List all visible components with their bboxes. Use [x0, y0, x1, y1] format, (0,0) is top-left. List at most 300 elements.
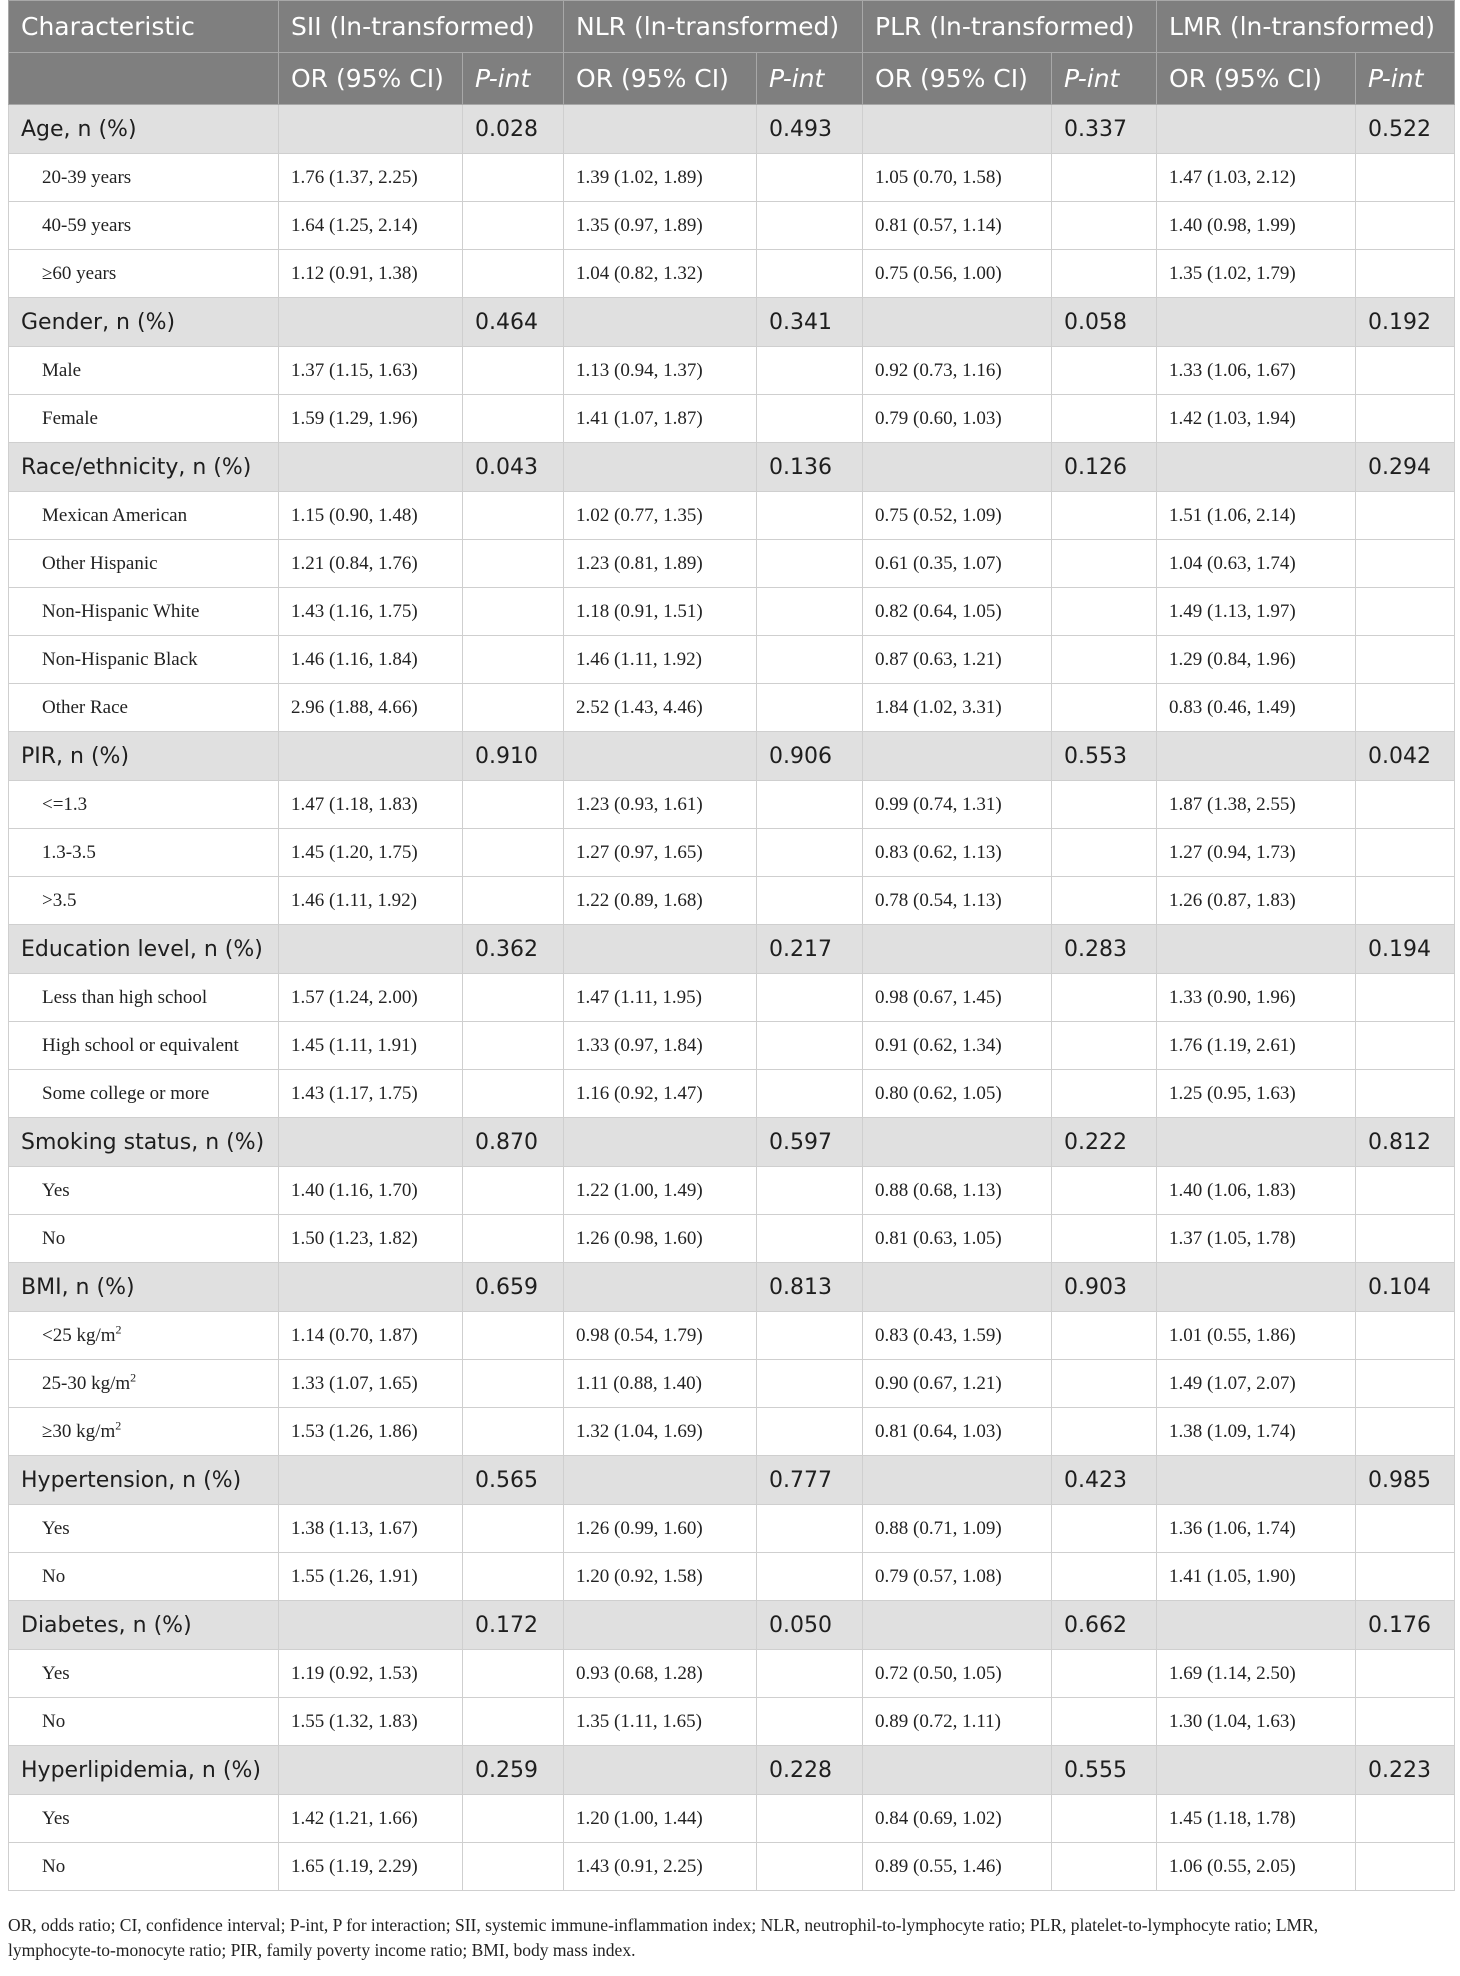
- odds-ratio-cell: 0.90 (0.67, 1.21): [863, 1360, 1052, 1408]
- p-int-empty: [1052, 1843, 1157, 1891]
- table-row: [9, 1795, 1455, 1843]
- subgroup-label: [9, 588, 279, 636]
- subgroup-label: [9, 1022, 279, 1070]
- subgroup-label: [9, 250, 279, 298]
- odds-ratio-cell: 1.38 (1.13, 1.67): [279, 1505, 463, 1553]
- p-int-empty: [757, 1505, 863, 1553]
- p-int-empty: [1052, 588, 1157, 636]
- header-nlr: NLR (ln-transformed): [564, 1, 863, 53]
- odds-ratio-cell: 1.45 (1.20, 1.75): [279, 829, 463, 877]
- p-int-empty: [1356, 1650, 1455, 1698]
- p-int-empty: [1356, 395, 1455, 443]
- p-interaction-value: 0.341: [757, 298, 863, 347]
- group-or-empty: [279, 1263, 463, 1312]
- odds-ratio-cell: 1.11 (0.88, 1.40): [564, 1360, 757, 1408]
- p-int-empty: [757, 250, 863, 298]
- p-interaction-value: 0.362: [463, 925, 564, 974]
- odds-ratio-cell: 1.45 (1.11, 1.91): [279, 1022, 463, 1070]
- group-or-empty: [863, 925, 1052, 974]
- p-int-empty: [1052, 492, 1157, 540]
- group-or-empty: [279, 1601, 463, 1650]
- p-int-empty: [1356, 1215, 1455, 1263]
- odds-ratio-cell: 1.57 (1.24, 2.00): [279, 974, 463, 1022]
- group-row: [9, 1118, 1455, 1167]
- group-or-empty: [279, 925, 463, 974]
- odds-ratio-cell: 1.46 (1.11, 1.92): [279, 877, 463, 925]
- odds-ratio-cell: 1.27 (0.97, 1.65): [564, 829, 757, 877]
- subgroup-label-text: >3.5: [42, 889, 77, 911]
- p-int-empty: [1052, 347, 1157, 395]
- subgroup-label-text: ≥60 years: [42, 262, 117, 284]
- p-int-empty: [463, 974, 564, 1022]
- p-interaction-value: 0.493: [757, 105, 863, 154]
- p-int-empty: [757, 1022, 863, 1070]
- p-interaction-value: 0.555: [1052, 1746, 1157, 1795]
- p-int-empty: [1356, 1360, 1455, 1408]
- p-int-empty: [1356, 1022, 1455, 1070]
- subgroup-label: [9, 154, 279, 202]
- subgroup-label: [9, 1408, 279, 1456]
- odds-ratio-cell: 0.89 (0.72, 1.11): [863, 1698, 1052, 1746]
- p-int-empty: [463, 1650, 564, 1698]
- p-int-empty: [757, 1167, 863, 1215]
- p-int-empty: [1052, 684, 1157, 732]
- odds-ratio-cell: 1.18 (0.91, 1.51): [564, 588, 757, 636]
- p-interaction-value: 0.910: [463, 732, 564, 781]
- odds-ratio-cell: 1.30 (1.04, 1.63): [1157, 1698, 1356, 1746]
- p-int-empty: [463, 877, 564, 925]
- p-int-empty: [757, 588, 863, 636]
- odds-ratio-cell: 2.52 (1.43, 4.46): [564, 684, 757, 732]
- footnote-line-1: OR, odds ratio; CI, confidence interval; P-int, P for interaction; SII, systemic immune-inflammation index; NLR, neutrophil-to-lymphocyte ratio; PLR, platelet-to-lymphocyte ratio; LMR,: [8, 1915, 1319, 1935]
- odds-ratio-cell: 1.25 (0.95, 1.63): [1157, 1070, 1356, 1118]
- p-int-empty: [757, 1650, 863, 1698]
- p-int-empty: [1052, 636, 1157, 684]
- group-or-empty: [1157, 298, 1356, 347]
- p-int-empty: [1356, 588, 1455, 636]
- odds-ratio-cell: 1.45 (1.18, 1.78): [1157, 1795, 1356, 1843]
- p-int-empty: [463, 202, 564, 250]
- p-interaction-value: 0.223: [1356, 1746, 1455, 1795]
- p-int-empty: [463, 781, 564, 829]
- p-int-empty: [1052, 877, 1157, 925]
- table-row: [9, 829, 1455, 877]
- p-int-empty: [463, 1795, 564, 1843]
- subgroup-label: [9, 829, 279, 877]
- table-row: [9, 154, 1455, 202]
- table-row: [9, 636, 1455, 684]
- odds-ratio-cell: 1.33 (0.90, 1.96): [1157, 974, 1356, 1022]
- subgroup-label: [9, 1505, 279, 1553]
- p-int-empty: [463, 1505, 564, 1553]
- p-interaction-value: 0.903: [1052, 1263, 1157, 1312]
- p-interaction-value: 0.126: [1052, 443, 1157, 492]
- p-interaction-value: 0.058: [1052, 298, 1157, 347]
- subgroup-label-text: Non-Hispanic White: [42, 600, 200, 622]
- odds-ratio-cell: 0.72 (0.50, 1.05): [863, 1650, 1052, 1698]
- p-int-empty: [463, 1312, 564, 1360]
- p-interaction-value: 0.259: [463, 1746, 564, 1795]
- table-row: [9, 974, 1455, 1022]
- p-int-empty: [1052, 1553, 1157, 1601]
- table-row: [9, 1167, 1455, 1215]
- table-row: [9, 250, 1455, 298]
- group-label: Hypertension, n (%): [9, 1456, 279, 1505]
- p-interaction-value: 0.597: [757, 1118, 863, 1167]
- p-int-empty: [1356, 974, 1455, 1022]
- group-label: Gender, n (%): [9, 298, 279, 347]
- header-or-nlr: OR (95% CI): [564, 53, 757, 105]
- odds-ratio-cell: 0.89 (0.55, 1.46): [863, 1843, 1052, 1891]
- odds-ratio-cell: 1.26 (0.98, 1.60): [564, 1215, 757, 1263]
- odds-ratio-cell: 0.78 (0.54, 1.13): [863, 877, 1052, 925]
- p-int-empty: [1356, 154, 1455, 202]
- odds-ratio-cell: 0.81 (0.57, 1.14): [863, 202, 1052, 250]
- odds-ratio-cell: 1.35 (1.11, 1.65): [564, 1698, 757, 1746]
- odds-ratio-cell: 1.16 (0.92, 1.47): [564, 1070, 757, 1118]
- table-row: [9, 1215, 1455, 1263]
- p-int-empty: [463, 1215, 564, 1263]
- p-interaction-value: 0.104: [1356, 1263, 1455, 1312]
- group-or-empty: [863, 1263, 1052, 1312]
- p-interaction-value: 0.659: [463, 1263, 564, 1312]
- subgroup-analysis-table: [8, 0, 1455, 1891]
- p-int-empty: [1052, 1795, 1157, 1843]
- group-or-empty: [564, 443, 757, 492]
- subgroup-table-container: [8, 0, 1454, 1891]
- group-row: [9, 298, 1455, 347]
- subgroup-label-text: Male: [42, 359, 82, 381]
- odds-ratio-cell: 2.96 (1.88, 4.66): [279, 684, 463, 732]
- group-or-empty: [863, 1456, 1052, 1505]
- odds-ratio-cell: 1.22 (0.89, 1.68): [564, 877, 757, 925]
- unit-superscript: 2: [130, 1370, 137, 1385]
- odds-ratio-cell: 0.80 (0.62, 1.05): [863, 1070, 1052, 1118]
- odds-ratio-cell: 1.01 (0.55, 1.86): [1157, 1312, 1356, 1360]
- subgroup-label-text: <=1.3: [42, 793, 88, 815]
- group-label: Diabetes, n (%): [9, 1601, 279, 1650]
- odds-ratio-cell: 0.99 (0.74, 1.31): [863, 781, 1052, 829]
- unit-superscript: 2: [115, 1418, 122, 1433]
- group-label: Race/ethnicity, n (%): [9, 443, 279, 492]
- subgroup-label: [9, 877, 279, 925]
- subgroup-label: [9, 1215, 279, 1263]
- odds-ratio-cell: 0.83 (0.46, 1.49): [1157, 684, 1356, 732]
- group-row: [9, 1456, 1455, 1505]
- odds-ratio-cell: 1.06 (0.55, 2.05): [1157, 1843, 1356, 1891]
- p-int-empty: [1356, 781, 1455, 829]
- header-sii: SII (ln-transformed): [279, 1, 564, 53]
- subgroup-label: [9, 1167, 279, 1215]
- odds-ratio-cell: 1.40 (1.06, 1.83): [1157, 1167, 1356, 1215]
- odds-ratio-cell: 1.43 (1.16, 1.75): [279, 588, 463, 636]
- odds-ratio-cell: 1.76 (1.19, 2.61): [1157, 1022, 1356, 1070]
- subgroup-label: [9, 1843, 279, 1891]
- odds-ratio-cell: 1.19 (0.92, 1.53): [279, 1650, 463, 1698]
- group-label: BMI, n (%): [9, 1263, 279, 1312]
- group-or-empty: [564, 105, 757, 154]
- p-interaction-value: 0.553: [1052, 732, 1157, 781]
- p-int-empty: [757, 829, 863, 877]
- p-interaction-value: 0.870: [463, 1118, 564, 1167]
- table-body: [9, 105, 1455, 1891]
- p-int-empty: [463, 636, 564, 684]
- p-int-empty: [1356, 1795, 1455, 1843]
- header-pint-plr: P-int: [1052, 53, 1157, 105]
- subgroup-label-text: ≥30 kg/m: [42, 1420, 116, 1442]
- group-or-empty: [1157, 925, 1356, 974]
- subgroup-label: [9, 1070, 279, 1118]
- p-int-empty: [1356, 636, 1455, 684]
- p-int-empty: [1052, 154, 1157, 202]
- odds-ratio-cell: 1.20 (1.00, 1.44): [564, 1795, 757, 1843]
- odds-ratio-cell: 1.13 (0.94, 1.37): [564, 347, 757, 395]
- header-or-lmr: OR (95% CI): [1157, 53, 1356, 105]
- p-int-empty: [757, 636, 863, 684]
- p-int-empty: [757, 974, 863, 1022]
- subgroup-label-text: Other Hispanic: [42, 552, 158, 574]
- subgroup-label: [9, 781, 279, 829]
- odds-ratio-cell: 1.87 (1.38, 2.55): [1157, 781, 1356, 829]
- p-interaction-value: 0.283: [1052, 925, 1157, 974]
- p-int-empty: [1052, 1022, 1157, 1070]
- p-int-empty: [757, 1070, 863, 1118]
- subgroup-label-text: No: [42, 1565, 66, 1587]
- group-or-empty: [564, 298, 757, 347]
- group-or-empty: [1157, 443, 1356, 492]
- odds-ratio-cell: 1.40 (0.98, 1.99): [1157, 202, 1356, 250]
- p-int-empty: [757, 1698, 863, 1746]
- subgroup-label-text: 20-39 years: [42, 166, 132, 188]
- table-row: [9, 202, 1455, 250]
- table-row: [9, 877, 1455, 925]
- subgroup-label-text: Some college or more: [42, 1082, 210, 1104]
- subgroup-label: [9, 636, 279, 684]
- group-or-empty: [863, 1746, 1052, 1795]
- header-row-groups: [9, 1, 1455, 53]
- p-interaction-value: 0.222: [1052, 1118, 1157, 1167]
- p-int-empty: [1052, 1167, 1157, 1215]
- p-int-empty: [1052, 1215, 1157, 1263]
- odds-ratio-cell: 1.41 (1.07, 1.87): [564, 395, 757, 443]
- group-or-empty: [564, 732, 757, 781]
- p-int-empty: [1052, 1650, 1157, 1698]
- table-row: [9, 588, 1455, 636]
- p-int-empty: [1356, 492, 1455, 540]
- p-interaction-value: 0.228: [757, 1746, 863, 1795]
- odds-ratio-cell: 1.37 (1.15, 1.63): [279, 347, 463, 395]
- header-or-plr: OR (95% CI): [863, 53, 1052, 105]
- odds-ratio-cell: 1.53 (1.26, 1.86): [279, 1408, 463, 1456]
- p-int-empty: [463, 1408, 564, 1456]
- table-row: [9, 492, 1455, 540]
- header-row-subcolumns: [9, 53, 1455, 105]
- p-int-empty: [1356, 347, 1455, 395]
- group-or-empty: [279, 105, 463, 154]
- odds-ratio-cell: 0.93 (0.68, 1.28): [564, 1650, 757, 1698]
- p-interaction-value: 0.050: [757, 1601, 863, 1650]
- odds-ratio-cell: 1.46 (1.16, 1.84): [279, 636, 463, 684]
- p-int-empty: [463, 829, 564, 877]
- group-or-empty: [1157, 1601, 1356, 1650]
- odds-ratio-cell: 1.05 (0.70, 1.58): [863, 154, 1052, 202]
- group-or-empty: [279, 1118, 463, 1167]
- group-or-empty: [1157, 105, 1356, 154]
- p-int-empty: [757, 1408, 863, 1456]
- subgroup-label: [9, 540, 279, 588]
- header-blank: [9, 53, 279, 105]
- p-int-empty: [1052, 1360, 1157, 1408]
- p-int-empty: [1356, 1312, 1455, 1360]
- p-int-empty: [1052, 540, 1157, 588]
- subgroup-label: [9, 202, 279, 250]
- odds-ratio-cell: 0.75 (0.56, 1.00): [863, 250, 1052, 298]
- table-row: [9, 1408, 1455, 1456]
- p-interaction-value: 0.777: [757, 1456, 863, 1505]
- p-int-empty: [1052, 1312, 1157, 1360]
- odds-ratio-cell: 1.37 (1.05, 1.78): [1157, 1215, 1356, 1263]
- subgroup-label: [9, 1795, 279, 1843]
- group-label: Smoking status, n (%): [9, 1118, 279, 1167]
- p-interaction-value: 0.813: [757, 1263, 863, 1312]
- odds-ratio-cell: 1.41 (1.05, 1.90): [1157, 1553, 1356, 1601]
- group-or-empty: [1157, 732, 1356, 781]
- p-int-empty: [1052, 1070, 1157, 1118]
- p-int-empty: [463, 1360, 564, 1408]
- subgroup-label: [9, 974, 279, 1022]
- p-int-empty: [463, 1022, 564, 1070]
- odds-ratio-cell: 1.69 (1.14, 2.50): [1157, 1650, 1356, 1698]
- odds-ratio-cell: 1.20 (0.92, 1.58): [564, 1553, 757, 1601]
- odds-ratio-cell: 1.39 (1.02, 1.89): [564, 154, 757, 202]
- table-row: [9, 347, 1455, 395]
- odds-ratio-cell: 1.43 (0.91, 2.25): [564, 1843, 757, 1891]
- odds-ratio-cell: 1.33 (1.06, 1.67): [1157, 347, 1356, 395]
- odds-ratio-cell: 0.84 (0.69, 1.02): [863, 1795, 1052, 1843]
- group-or-empty: [279, 1456, 463, 1505]
- table-row: [9, 1698, 1455, 1746]
- p-int-empty: [463, 395, 564, 443]
- odds-ratio-cell: 1.23 (0.81, 1.89): [564, 540, 757, 588]
- odds-ratio-cell: 1.27 (0.94, 1.73): [1157, 829, 1356, 877]
- odds-ratio-cell: 1.40 (1.16, 1.70): [279, 1167, 463, 1215]
- p-int-empty: [757, 1360, 863, 1408]
- p-int-empty: [463, 1843, 564, 1891]
- p-interaction-value: 0.194: [1356, 925, 1455, 974]
- p-int-empty: [463, 1167, 564, 1215]
- table-row: [9, 1505, 1455, 1553]
- p-interaction-value: 0.565: [463, 1456, 564, 1505]
- header-plr: PLR (ln-transformed): [863, 1, 1157, 53]
- group-label: Age, n (%): [9, 105, 279, 154]
- p-interaction-value: 0.294: [1356, 443, 1455, 492]
- p-interaction-value: 0.043: [463, 443, 564, 492]
- p-interaction-value: 0.176: [1356, 1601, 1455, 1650]
- p-int-empty: [757, 1312, 863, 1360]
- odds-ratio-cell: 0.79 (0.60, 1.03): [863, 395, 1052, 443]
- odds-ratio-cell: 1.02 (0.77, 1.35): [564, 492, 757, 540]
- p-int-empty: [757, 1215, 863, 1263]
- subgroup-label: [9, 1360, 279, 1408]
- p-int-empty: [463, 347, 564, 395]
- table-row: [9, 395, 1455, 443]
- group-or-empty: [863, 1118, 1052, 1167]
- p-int-empty: [1052, 974, 1157, 1022]
- odds-ratio-cell: 0.92 (0.73, 1.16): [863, 347, 1052, 395]
- subgroup-label-text: Non-Hispanic Black: [42, 648, 198, 670]
- odds-ratio-cell: 0.83 (0.62, 1.13): [863, 829, 1052, 877]
- group-or-empty: [863, 443, 1052, 492]
- p-int-empty: [757, 202, 863, 250]
- p-int-empty: [757, 1553, 863, 1601]
- p-int-empty: [757, 684, 863, 732]
- p-int-empty: [463, 684, 564, 732]
- odds-ratio-cell: 1.21 (0.84, 1.76): [279, 540, 463, 588]
- subgroup-label-text: Mexican American: [42, 504, 188, 526]
- group-or-empty: [564, 1601, 757, 1650]
- odds-ratio-cell: 0.75 (0.52, 1.09): [863, 492, 1052, 540]
- subgroup-label-text: 25-30 kg/m: [42, 1372, 131, 1394]
- p-int-empty: [1356, 684, 1455, 732]
- p-int-empty: [1052, 250, 1157, 298]
- odds-ratio-cell: 1.46 (1.11, 1.92): [564, 636, 757, 684]
- odds-ratio-cell: 0.88 (0.68, 1.13): [863, 1167, 1052, 1215]
- odds-ratio-cell: 0.81 (0.63, 1.05): [863, 1215, 1052, 1263]
- p-interaction-value: 0.662: [1052, 1601, 1157, 1650]
- header-pint-lmr: P-int: [1356, 53, 1455, 105]
- p-int-empty: [463, 588, 564, 636]
- group-or-empty: [1157, 1118, 1356, 1167]
- header-pint-nlr: P-int: [757, 53, 863, 105]
- p-int-empty: [1052, 1505, 1157, 1553]
- table-row: [9, 1070, 1455, 1118]
- group-row: [9, 1601, 1455, 1650]
- odds-ratio-cell: 1.42 (1.03, 1.94): [1157, 395, 1356, 443]
- odds-ratio-cell: 1.14 (0.70, 1.87): [279, 1312, 463, 1360]
- p-int-empty: [1356, 1698, 1455, 1746]
- p-int-empty: [757, 540, 863, 588]
- p-int-empty: [757, 1843, 863, 1891]
- odds-ratio-cell: 0.81 (0.64, 1.03): [863, 1408, 1052, 1456]
- p-int-empty: [1052, 202, 1157, 250]
- p-interaction-value: 0.812: [1356, 1118, 1455, 1167]
- p-int-empty: [1356, 829, 1455, 877]
- group-or-empty: [1157, 1263, 1356, 1312]
- group-row: [9, 105, 1455, 154]
- p-int-empty: [757, 877, 863, 925]
- subgroup-label: [9, 684, 279, 732]
- odds-ratio-cell: 1.50 (1.23, 1.82): [279, 1215, 463, 1263]
- group-label: PIR, n (%): [9, 732, 279, 781]
- p-int-empty: [1052, 829, 1157, 877]
- odds-ratio-cell: 1.15 (0.90, 1.48): [279, 492, 463, 540]
- subgroup-label-text: Yes: [42, 1662, 70, 1684]
- p-int-empty: [757, 395, 863, 443]
- odds-ratio-cell: 0.79 (0.57, 1.08): [863, 1553, 1052, 1601]
- subgroup-label: [9, 395, 279, 443]
- p-interaction-value: 0.136: [757, 443, 863, 492]
- subgroup-label-text: Other Race: [42, 696, 128, 718]
- odds-ratio-cell: 1.84 (1.02, 3.31): [863, 684, 1052, 732]
- group-label: Hyperlipidemia, n (%): [9, 1746, 279, 1795]
- odds-ratio-cell: 1.26 (0.99, 1.60): [564, 1505, 757, 1553]
- group-or-empty: [564, 1263, 757, 1312]
- p-int-empty: [757, 347, 863, 395]
- odds-ratio-cell: 0.61 (0.35, 1.07): [863, 540, 1052, 588]
- odds-ratio-cell: 1.51 (1.06, 2.14): [1157, 492, 1356, 540]
- p-interaction-value: 0.985: [1356, 1456, 1455, 1505]
- subgroup-label: [9, 1553, 279, 1601]
